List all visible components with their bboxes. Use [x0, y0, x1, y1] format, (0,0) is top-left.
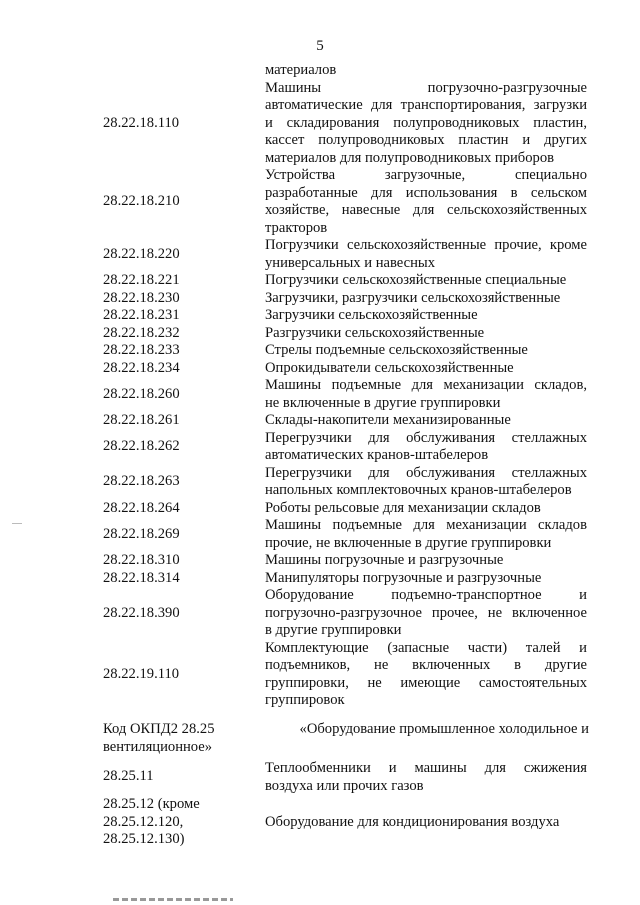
table-row	[0, 412, 640, 430]
item-code	[103, 768, 154, 786]
item-description	[265, 500, 587, 518]
table-row	[0, 640, 640, 710]
table-row	[0, 62, 640, 80]
table-row	[0, 500, 640, 518]
table-row	[0, 80, 640, 168]
description-line: группировок	[265, 692, 345, 708]
section-code-label: Код ОКПД2 28.25	[103, 721, 215, 737]
table-row	[0, 360, 640, 378]
item-code: 28.22.18.233	[103, 342, 180, 358]
description-line: кассет полупроводниковых пластин и других	[265, 132, 587, 148]
description-line: материалов для полупроводниковых приборов	[265, 149, 555, 166]
description-line: Роботы рельсовые для механизации складов	[265, 499, 541, 516]
description-line: автоматических кранов-штабелеров	[265, 447, 489, 463]
description-line: напольных комплектовочных кранов-штабелеров	[265, 482, 572, 498]
description-line: Стрелы подъемные сельскохозяйственные	[265, 342, 528, 358]
table-row	[0, 307, 640, 325]
item-code: 28.22.18.210	[103, 193, 180, 210]
description-line: воздуха или прочих газов	[265, 777, 424, 794]
table-row	[0, 290, 640, 308]
description-line: в другие группировки	[265, 622, 402, 638]
page-number: 5	[316, 38, 324, 54]
description-line: разработанные для использования в сельском	[265, 184, 587, 201]
item-description	[265, 552, 587, 570]
code-line: 28.25.12.130)	[103, 831, 185, 847]
table-row	[0, 325, 640, 343]
description-line: Теплообменники и машины для сжижения	[265, 760, 587, 776]
item-code	[103, 796, 200, 849]
description-line: автоматические для транспортирования, загрузки	[265, 97, 587, 113]
item-description	[265, 430, 587, 465]
description-line: погрузочно-разгрузочное прочее, не включенное	[265, 604, 587, 621]
description-line: Склады-накопители механизированные	[265, 412, 511, 428]
item-code: 28.22.18.234	[103, 359, 180, 376]
section-title-start: «Оборудование промышленное холодильное и	[299, 721, 589, 737]
table-row	[0, 430, 640, 465]
code-line: 28.25.12 (кроме	[103, 796, 200, 812]
margin-tick	[12, 523, 22, 524]
item-code: 28.22.19.110	[103, 665, 180, 682]
item-code: 28.22.18.263	[103, 473, 180, 490]
section-heading	[103, 721, 589, 756]
description-line: Оборудование подъемно-транспортное и	[265, 587, 587, 603]
description-line: Загрузчики, разгрузчики сельскохозяйственные	[265, 289, 561, 306]
description-line: Погрузчики сельскохозяйственные прочие, кроме	[265, 237, 587, 253]
description-line: Машины подъемные для механизации складов,	[265, 377, 587, 393]
item-description	[265, 237, 587, 272]
item-description	[265, 290, 587, 308]
description-line: Погрузчики сельскохозяйственные специальные	[265, 272, 567, 288]
description-line: Разгрузчики сельскохозяйственные	[265, 324, 485, 341]
item-description	[265, 80, 587, 168]
table-row	[0, 237, 640, 272]
item-code: 28.22.18.231	[103, 307, 180, 323]
item-code: 28.22.18.264	[103, 499, 180, 516]
item-description	[265, 465, 587, 500]
section-row	[0, 760, 640, 795]
item-description	[265, 360, 587, 378]
item-description	[265, 412, 587, 430]
description-line: Опрокидыватели сельскохозяйственные	[265, 359, 514, 376]
item-code: 28.22.18.261	[103, 412, 180, 428]
item-description	[265, 272, 587, 290]
description-line: Перегрузчики для обслуживания стеллажных	[265, 429, 587, 446]
table-row	[0, 552, 640, 570]
description-line: универсальных и навесных	[265, 254, 436, 271]
description-line: тракторов	[265, 219, 328, 236]
code-line: 28.25.11	[103, 768, 154, 784]
footer-mark	[113, 898, 233, 901]
item-code: 28.22.18.221	[103, 272, 180, 288]
description-line: Оборудование для кондиционирования воздуха	[265, 813, 560, 830]
table-row	[0, 465, 640, 500]
item-code: 28.22.18.230	[103, 289, 180, 306]
description-line: Устройства загрузочные, специально	[265, 167, 587, 183]
description-line: хозяйстве, навесные для сельскохозяйственных	[265, 202, 587, 218]
description-line: Машины погрузочно-разгрузочные	[265, 79, 587, 96]
table-row	[0, 570, 640, 588]
description-line: материалов	[265, 62, 337, 78]
description-line: Загрузчики сельскохозяйственные	[265, 307, 478, 323]
item-description	[265, 587, 587, 640]
table-row	[0, 167, 640, 237]
item-code: 28.22.18.314	[103, 569, 180, 586]
description-line: прочие, не включенные в другие группировки	[265, 534, 552, 551]
item-code: 28.22.18.260	[103, 385, 180, 402]
item-description	[265, 570, 587, 588]
item-description	[265, 307, 587, 325]
table-row	[0, 587, 640, 640]
item-description	[265, 342, 587, 360]
table-row	[0, 517, 640, 552]
description-line: Машины подъемные для механизации складов	[265, 517, 587, 533]
description-line: не включенные в другие группировки	[265, 394, 501, 411]
item-description	[265, 760, 587, 795]
item-code: 28.22.18.390	[103, 604, 180, 621]
description-line: подъемников, не включенных в другие	[265, 657, 587, 673]
table-row	[0, 342, 640, 360]
item-description	[265, 167, 587, 237]
description-line: и складирования полупроводниковых пластин,	[265, 114, 587, 131]
item-code: 28.22.18.110	[103, 114, 180, 131]
description-line: группировки, не имеющие самостоятельных	[265, 674, 587, 691]
section-title-end: вентиляционное»	[103, 738, 213, 755]
item-description	[265, 640, 587, 710]
item-description	[265, 814, 587, 832]
description-line: Манипуляторы погрузочные и разгрузочные	[265, 569, 542, 586]
code-line: 28.25.12.120,	[103, 813, 184, 830]
item-code: 28.22.18.310	[103, 552, 180, 568]
item-description	[265, 325, 587, 343]
description-line: Машины погрузочные и разгрузочные	[265, 552, 504, 568]
section-row	[0, 796, 640, 849]
item-code: 28.22.18.220	[103, 245, 180, 262]
table-row	[0, 272, 640, 290]
item-code: 28.22.18.269	[103, 525, 180, 542]
item-description	[265, 377, 587, 412]
description-line: Перегрузчики для обслуживания стеллажных	[265, 464, 587, 481]
description-line: Комплектующие (запасные части) талей и	[265, 639, 587, 656]
item-description	[265, 62, 587, 80]
table-row	[0, 377, 640, 412]
item-code: 28.22.18.232	[103, 324, 180, 341]
item-description	[265, 517, 587, 552]
item-code: 28.22.18.262	[103, 438, 180, 455]
